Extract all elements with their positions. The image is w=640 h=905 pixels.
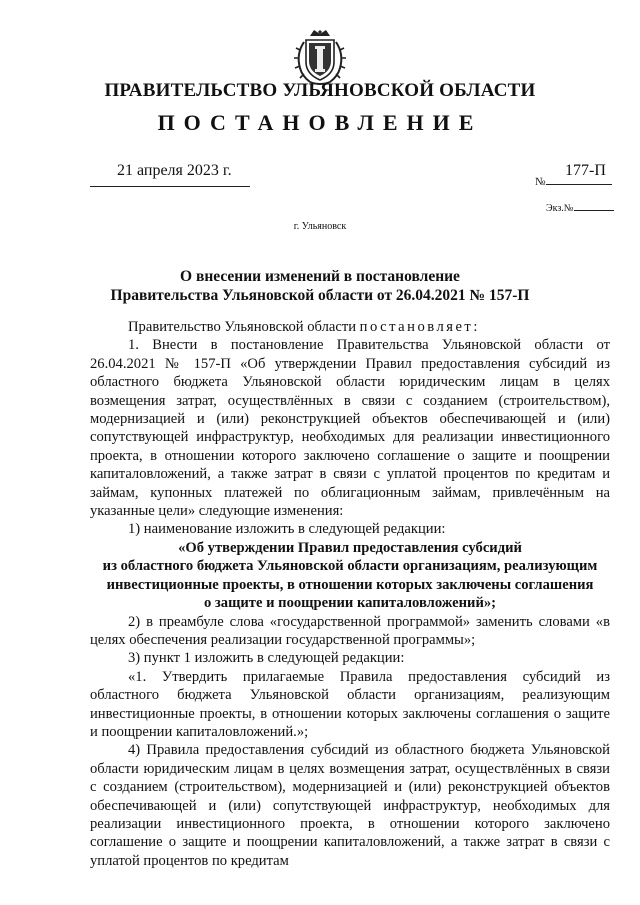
document-number: 177-П (565, 162, 606, 179)
subitem-1: 1) наименование изложить в следующей редакции: (128, 521, 446, 538)
preamble-verb: постановляет (359, 319, 474, 335)
new-title-line: из областного бюджета Ульяновской области организациям, реализующим (102, 558, 598, 575)
title-line: Правительства Ульяновской области от 26.04.2021 № 157-П (110, 287, 530, 304)
new-title-line: «Об утверждении Правил предоставления субсидий (178, 539, 522, 556)
new-title-line: о защите и поощрении капиталовложений»; (203, 595, 497, 612)
preamble (90, 318, 610, 336)
document-type: ПОСТАНОВЛЕНИЕ (157, 110, 483, 135)
subitem-3: 3) пункт 1 изложить в следующей редакции: (128, 650, 405, 667)
number-underline (546, 184, 612, 185)
coat-of-arms-icon (292, 28, 348, 86)
number-label: № (535, 176, 546, 188)
preamble-colon: : (473, 319, 478, 335)
city: г. Ульяновск (293, 221, 347, 232)
copy-number-underline (574, 210, 614, 211)
new-title-line: инвестиционные проекты, в отношении которых заключены соглашения (106, 576, 594, 593)
subitem-3-text: «1. Утвердить прилагаемые Правила предоставления субсидий из областного бюджета Ульяновской области организациям, реализующим инвестиционные проекты, в отношении которых заключены соглашения о защите и поощрении капиталовложений.»; (90, 668, 610, 740)
government-name: ПРАВИТЕЛЬСТВО УЛЬЯНОВСКОЙ ОБЛАСТИ (104, 80, 536, 101)
paragraph-item-1: 1. Внести в постановление Правительства Ульяновской области от 26.04.2021 № 157-П «Об утверждении Правил предоставления субсидий из областного бюджета Ульяновской области юридическим лицам в целях возмещения затрат, осуществлённых в связи с созданием (строительством), модернизацией и (или) реконструкцией объектов обеспечивающей и (или) сопутствующей инфраструктур, необходимых для реализации инвестиционного проекта, в отношении которого заключено соглашение о защите и поощрении капиталовложений, а также затрат в связи с уплатой процентов по кредитам и займам, купонных платежей по облигационным займам, привлечённым на указанные цели» следующие изменения: (90, 337, 610, 520)
document-title (0, 267, 640, 305)
new-title-block (90, 539, 610, 613)
subitem-2: 2) в преамбуле слова «государственной программой» заменить словами «в целях обеспечения реализации государственной программы»; (90, 613, 610, 648)
title-line: О внесении изменений в постановление (180, 268, 460, 285)
document-date: 21 апреля 2023 г. (117, 162, 232, 179)
copy-number-label: Экз.№ (546, 203, 574, 214)
subitem-4: 4) Правила предоставления субсидий из областного бюджета Ульяновской области юридическим лицам в целях возмещения затрат, осуществлённых в связи с созданием (строительством), модернизацией и (или) реконструкцией объектов обеспечивающей и (или) сопутствующей инфраструктур, необходимых для реализации инвестиционного проекта, в отношении которого заключено соглашение о защите и поощрении капиталовложений, а также затрат в связи с уплатой процентов по кредитам (90, 742, 610, 869)
preamble-text: Правительство Ульяновской области (128, 319, 360, 335)
document-body (90, 318, 610, 870)
